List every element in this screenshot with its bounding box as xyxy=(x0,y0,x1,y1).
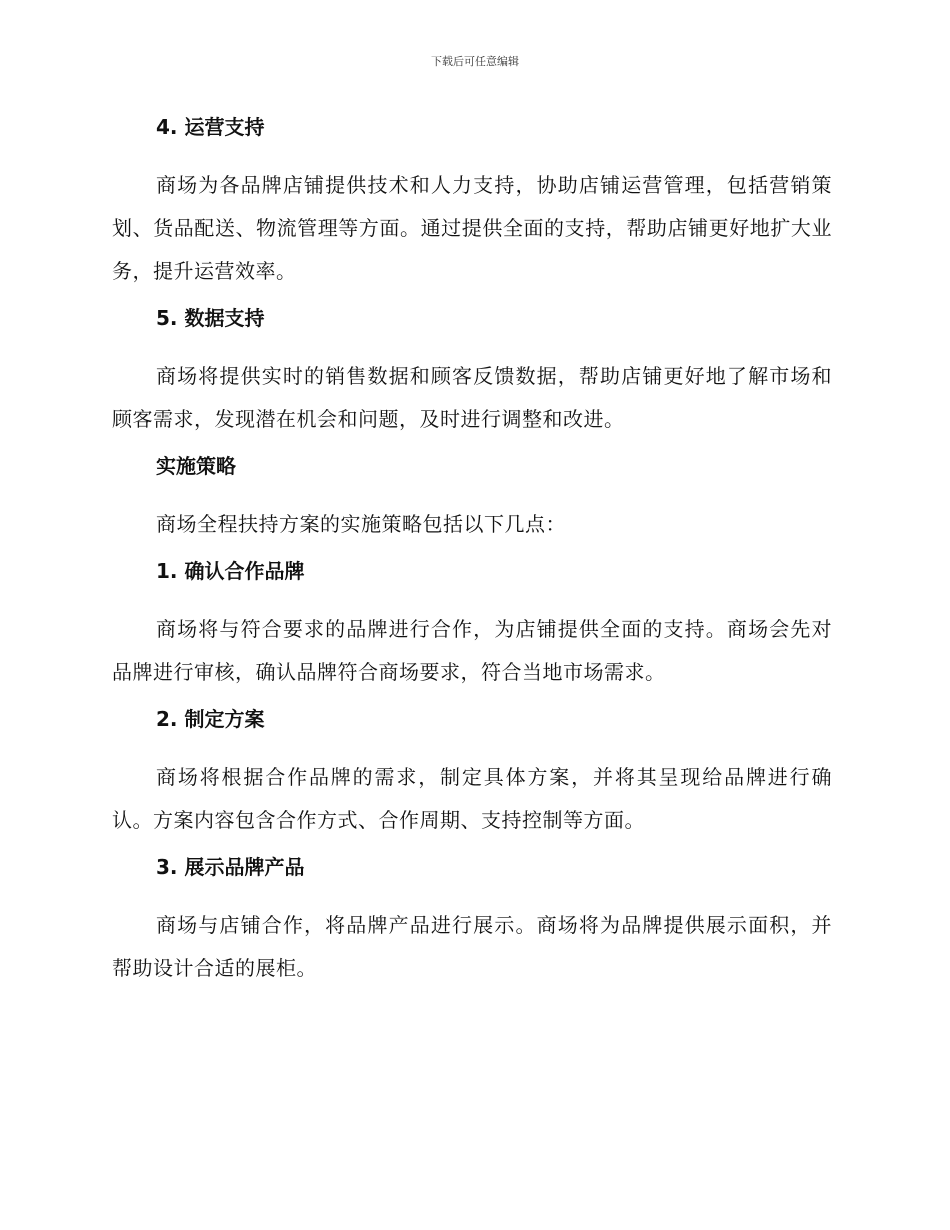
section-paragraph-formulate-plan: 商场将根据合作品牌的需求，制定具体方案，并将其呈现给品牌进行确认。方案内容包含合作方式、合作周期、支持控制等方面。 xyxy=(112,765,832,832)
section-paragraph-display-products: 商场与店铺合作，将品牌产品进行展示。商场将为品牌提供展示面积，并帮助设计合适的展柜。 xyxy=(112,913,832,980)
section-paragraph-implementation-strategy: 商场全程扶持方案的实施策略包括以下几点： xyxy=(156,512,566,536)
page-header: 下载后可任意编辑 xyxy=(431,55,519,68)
section-heading-operations-support: 4. 运营支持 xyxy=(156,115,265,139)
section-paragraph-operations-support: 商场为各品牌店铺提供技术和人力支持，协助店铺运营管理，包括营销策划、货品配送、物流管理等方面。通过提供全面的支持，帮助店铺更好地扩大业务，提升运营效率。 xyxy=(112,173,832,283)
section-heading-display-products: 3. 展示品牌产品 xyxy=(156,855,305,879)
document-body xyxy=(112,112,832,1000)
section-paragraph-data-support: 商场将提供实时的销售数据和顾客反馈数据，帮助店铺更好地了解市场和顾客需求，发现潜在机会和问题，及时进行调整和改进。 xyxy=(112,364,832,431)
section-paragraph-confirm-brands: 商场将与符合要求的品牌进行合作，为店铺提供全面的支持。商场会先对品牌进行审核，确认品牌符合商场要求，符合当地市场需求。 xyxy=(112,617,832,684)
section-heading-confirm-brands: 1. 确认合作品牌 xyxy=(156,559,305,583)
section-heading-formulate-plan: 2. 制定方案 xyxy=(156,707,265,731)
section-heading-data-support: 5. 数据支持 xyxy=(156,306,265,330)
section-heading-implementation-strategy: 实施策略 xyxy=(156,454,236,478)
